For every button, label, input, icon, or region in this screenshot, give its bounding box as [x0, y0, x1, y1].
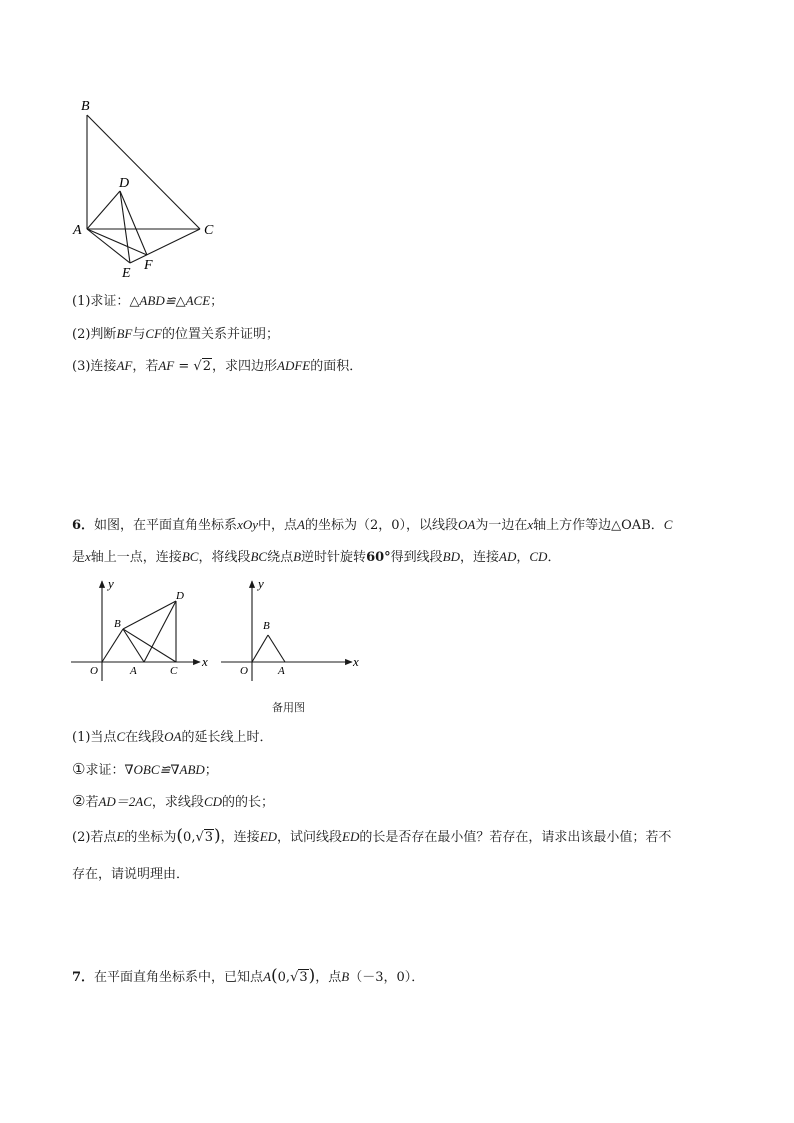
q6-fig-label-a: A [130, 665, 137, 677]
q6-part2-line2: 存在，请说明理由． [72, 867, 190, 882]
q6-fig-label-b: B [114, 618, 121, 630]
q6-backup-label-b: B [263, 620, 270, 632]
figure-caption: 备用图 [272, 701, 305, 714]
q6-part1-sub1: ①求证：∇OBC≌∇ABD； [72, 760, 218, 778]
q5-part1: (1)求证：△ABD≌△ACE； [72, 293, 224, 309]
q6-backup-label-y: y [258, 576, 264, 591]
figure-q6-main [68, 575, 218, 685]
fig1-label-f: F [144, 258, 153, 273]
q6-backup-label-o: O [240, 665, 248, 677]
q6-part2-line1: (2)若点E的坐标为(0,√3)，连接ED，试问线段ED的长是否存在最小值？若存在，请求出该最小值；若不 [72, 826, 672, 846]
fig1-label-a: A [73, 223, 82, 238]
q6-backup-label-x: x [353, 654, 359, 669]
q6-fig-label-d: D [176, 590, 184, 602]
q6-part1: (1)当点C在线段OA的延长线上时． [72, 729, 273, 745]
q6-backup-label-a: A [278, 665, 285, 677]
q6-fig-label-x: x [202, 654, 208, 669]
q6-line1: 6．如图，在平面直角坐标系xOy中，点A的坐标为（2，0），以线段OA为一边在x轴上方作等边△OAB．C [72, 517, 673, 533]
fig1-label-b: B [81, 99, 90, 114]
q6-fig-label-y: y [108, 576, 114, 591]
q6-line2: 是x轴上一点，连接BC，将线段BC绕点B逆时针旋转60°得到线段BD，连接AD，CD． [72, 549, 561, 565]
q6-part1-sub2: ②若AD＝2AC，求线段CD的的长； [72, 792, 275, 810]
q6-fig-label-o: O [90, 665, 98, 677]
figure-q6-backup [218, 575, 368, 685]
fig1-label-d: D [119, 176, 130, 191]
q7-line1: 7．在平面直角坐标系中，已知点A(0,√3)，点B（－3，0）． [72, 966, 425, 986]
fig1-label-c: C [204, 223, 214, 238]
q6-fig-label-c: C [170, 665, 178, 677]
q5-part2: (2)判断BF与CF的位置关系并证明； [72, 326, 279, 342]
figure-triangle-abc [70, 95, 230, 285]
fig1-label-e: E [122, 266, 131, 281]
q5-part3: (3)连接AF，若AF = √2，求四边形ADFE的面积． [72, 358, 363, 374]
